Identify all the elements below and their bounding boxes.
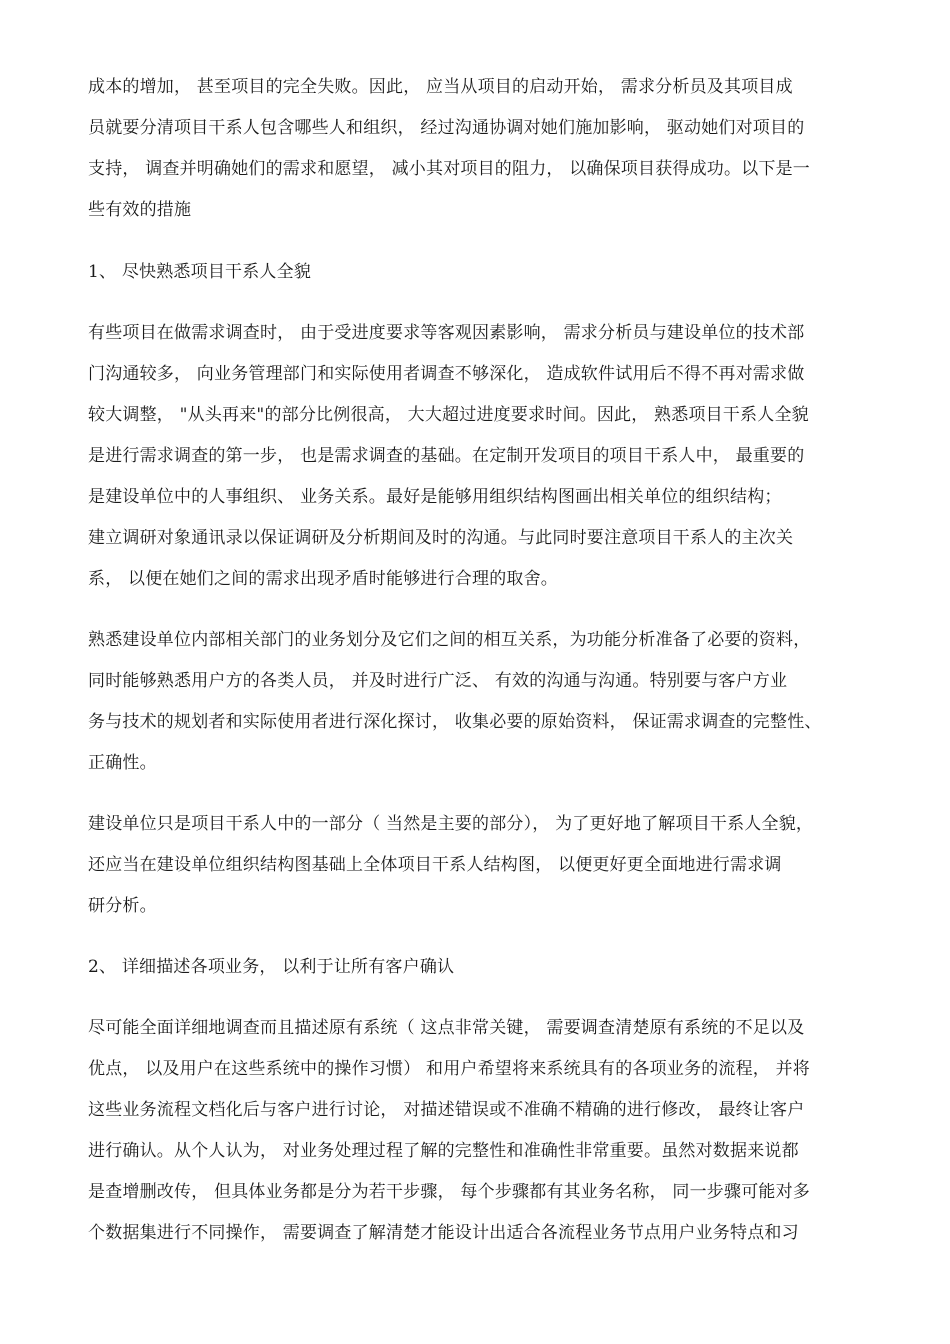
paragraph-line: 这些业务流程文档化后与客户进行讨论， 对描述错误或不准确不精确的进行修改， 最终让客户	[88, 1100, 805, 1120]
paragraph-line: 支持， 调查并明确她们的需求和愿望， 减小其对项目的阻力， 以确保项目获得成功。以下是一	[88, 159, 811, 179]
paragraph-line: 有些项目在做需求调查时， 由于受进度要求等客观因素影响， 需求分析员与建设单位的技术部	[88, 323, 805, 343]
paragraph-line: 门沟通较多， 向业务管理部门和实际使用者调查不够深化， 造成软件试用后不得不再对需求做	[88, 364, 805, 384]
paragraph-line: 正确性。	[88, 753, 157, 773]
paragraph-line: 员就要分清项目干系人包含哪些人和组织， 经过沟通协调对她们施加影响， 驱动她们对项目的	[88, 118, 805, 138]
paragraph-line: 建设单位只是项目干系人中的一部分（ 当然是主要的部分）， 为了更好地了解项目干系人全貌，	[88, 814, 814, 834]
paragraph-line: 同时能够熟悉用户方的各类人员， 并及时进行广泛、 有效的沟通与沟通。特别要与客户方业	[88, 671, 788, 691]
paragraph-line: 尽可能全面详细地调查而且描述原有系统（ 这点非常关键， 需要调查清楚原有系统的不足以及	[88, 1018, 805, 1038]
paragraph-line: 进行确认。从个人认为， 对业务处理过程了解的完整性和准确性非常重要。虽然对数据来说都	[88, 1141, 799, 1161]
paragraph-line: 建立调研对象通讯录以保证调研及分析期间及时的沟通。与此同时要注意项目干系人的主次关	[88, 528, 794, 548]
paragraph-line: 是进行需求调查的第一步， 也是需求调查的基础。在定制开发项目的项目干系人中， 最重要的	[88, 446, 805, 466]
paragraph-line: 研分析。	[88, 896, 157, 916]
section-heading: 2、 详细描述各项业务， 以利于让所有客户确认	[88, 957, 455, 977]
paragraph-line: 务与技术的规划者和实际使用者进行深化探讨， 收集必要的原始资料， 保证需求调查的完整性、	[88, 712, 822, 732]
paragraph-line: 优点， 以及用户在这些系统中的操作习惯） 和用户希望将来系统具有的各项业务的流程， 并将	[88, 1059, 811, 1079]
section-heading: 1、 尽快熟悉项目干系人全貌	[88, 262, 312, 282]
paragraph-line: 成本的增加， 甚至项目的完全失败。因此， 应当从项目的启动开始， 需求分析员及其项目成	[88, 77, 793, 97]
paragraph-line: 熟悉建设单位内部相关部门的业务划分及它们之间的相互关系，为功能分析准备了必要的资料，	[88, 630, 811, 650]
paragraph-line: 较大调整， "从头再来"的部分比例很高， 大大超过进度要求时间。因此， 熟悉项目干系人全貌	[88, 405, 809, 425]
paragraph-line: 是建设单位中的人事组织、 业务关系。最好是能够用组织结构图画出相关单位的组织结构；	[88, 487, 782, 507]
paragraph-line: 些有效的措施	[88, 200, 192, 220]
paragraph-line: 系， 以便在她们之间的需求出现矛盾时能够进行合理的取舍。	[88, 569, 559, 589]
paragraph-line: 还应当在建设单位组织结构图基础上全体项目干系人结构图， 以便更好更全面地进行需求调	[88, 855, 782, 875]
paragraph-line: 个数据集进行不同操作， 需要调查了解清楚才能设计出适合各流程业务节点用户业务特点和习	[88, 1223, 799, 1243]
paragraph-line: 是查增删改传， 但具体业务都是分为若干步骤， 每个步骤都有其业务名称， 同一步骤可能对多	[88, 1182, 811, 1202]
